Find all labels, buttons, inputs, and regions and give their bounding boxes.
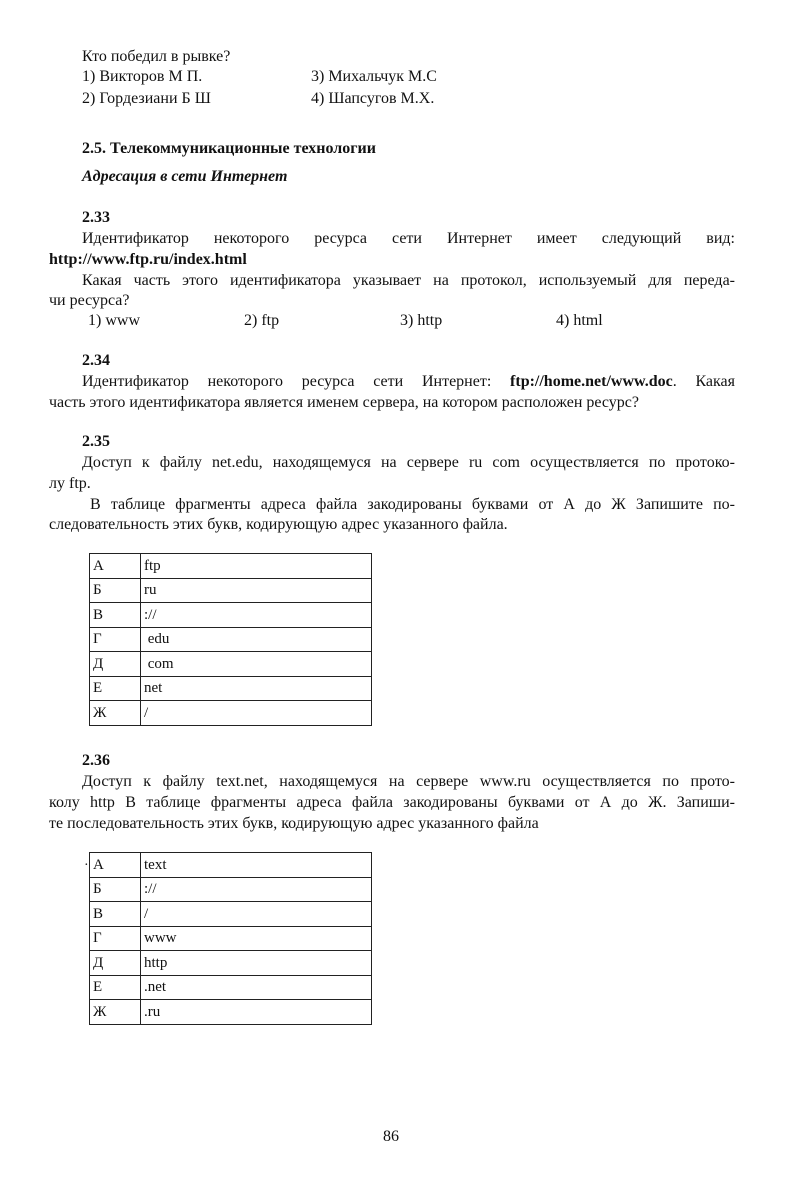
prev-option-1: 1) Викторов М П.: [82, 68, 203, 85]
table-row: [90, 926, 372, 951]
code-letter: Д: [90, 951, 141, 976]
address-fragment: www: [141, 926, 372, 951]
question-2-34-url: ftp://home.net/www.doc: [510, 373, 673, 390]
address-fragment: ftp: [141, 554, 372, 579]
question-2-35-line-3: В таблице фрагменты адреса файла закодированы буквами от А до Ж Запишите по-: [90, 496, 735, 513]
code-letter: А: [90, 554, 141, 579]
question-2-35-line-1: Доступ к файлу net.edu, находящемуся на сервере ru com осуществляется по протоко-: [82, 454, 735, 471]
question-2-33-url: http://www.ftp.ru/index.html: [49, 251, 247, 268]
table-row: [90, 1000, 372, 1025]
table-row: [90, 853, 372, 878]
question-2-36-line-2: колу http В таблице фрагменты адреса файла закодированы буквами от А до Ж. Запиши-: [49, 794, 735, 811]
prev-option-4: 4) Шапсугов М.Х.: [311, 90, 435, 107]
question-number-2-34: 2.34: [82, 352, 110, 369]
question-2-33-line-1: Идентификатор некоторого ресурса сети Интернет имеет следующий вид:: [82, 230, 735, 247]
question-number-2-36: 2.36: [82, 752, 110, 769]
address-fragment: ru: [141, 578, 372, 603]
code-letter: Д: [90, 652, 141, 677]
question-2-33-option-4: 4) html: [556, 312, 603, 329]
address-fragment: edu: [141, 627, 372, 652]
table-row: [90, 578, 372, 603]
code-letter: Ж: [90, 701, 141, 726]
question-2-36-line-3: те последовательность этих букв, кодирующую адрес указанного файла: [49, 815, 539, 832]
table-row: [90, 627, 372, 652]
question-2-36-line-1: Доступ к файлу text.net, находящемуся на сервере www.ru осуществляется по прото-: [82, 773, 735, 790]
section-heading: 2.5. Телекоммуникационные технологии: [82, 140, 376, 157]
question-2-33-option-3: 3) http: [400, 312, 443, 329]
address-fragment: ://: [141, 877, 372, 902]
table-row: [90, 877, 372, 902]
question-2-34-line-1-post: . Какая: [672, 373, 735, 390]
address-fragment: text: [141, 853, 372, 878]
table-row: [90, 951, 372, 976]
question-number-2-33: 2.33: [82, 209, 110, 226]
address-fragment: net: [141, 676, 372, 701]
question-2-33-option-2: 2) ftp: [244, 312, 280, 329]
prev-option-2: 2) Гордезиани Б Ш: [82, 90, 211, 107]
page-number: 86: [383, 1128, 399, 1145]
table-row: [90, 676, 372, 701]
question-2-33-line-3: Какая часть этого идентификатора указывает на протокол, используемый для переда-: [82, 272, 735, 289]
address-fragment: /: [141, 902, 372, 927]
address-fragment: .ru: [141, 1000, 372, 1025]
question-2-34-line-1: [82, 371, 735, 393]
code-letter: А: [90, 853, 141, 878]
question-2-35-line-2: лу ftp.: [49, 475, 91, 492]
code-letter: Е: [90, 676, 141, 701]
table-row: [90, 701, 372, 726]
address-fragment: .net: [141, 975, 372, 1000]
question-2-34-line-2: часть этого идентификатора является именем сервера, на котором расположен ресурс?: [49, 394, 639, 411]
code-letter: Г: [90, 926, 141, 951]
code-letter: Б: [90, 877, 141, 902]
section-subheading: Адресация в сети Интернет: [82, 168, 288, 185]
question-2-33-line-4: чи ресурса?: [49, 292, 130, 309]
margin-mark: ·: [84, 858, 89, 873]
table-row: [90, 603, 372, 628]
question-2-34-line-1-pre: Идентификатор некоторого ресурса сети Интернет:: [82, 373, 511, 390]
code-letter: Г: [90, 627, 141, 652]
code-letter: Е: [90, 975, 141, 1000]
prev-question-text: Кто победил в рывке?: [82, 48, 231, 65]
fragment-table-2-35: [89, 553, 372, 726]
table-row: [90, 652, 372, 677]
address-fragment: http: [141, 951, 372, 976]
code-letter: Б: [90, 578, 141, 603]
question-2-33-option-1: 1) www: [88, 312, 140, 329]
address-fragment: com: [141, 652, 372, 677]
question-number-2-35: 2.35: [82, 433, 110, 450]
table-row: [90, 975, 372, 1000]
code-letter: В: [90, 902, 141, 927]
address-fragment: ://: [141, 603, 372, 628]
question-2-35-line-4: следовательность этих букв, кодирующую адрес указанного файла.: [49, 516, 508, 533]
table-row: [90, 902, 372, 927]
prev-option-3: 3) Михальчук М.С: [311, 68, 437, 85]
fragment-table-2-36: [89, 852, 372, 1025]
code-letter: В: [90, 603, 141, 628]
address-fragment: /: [141, 701, 372, 726]
code-letter: Ж: [90, 1000, 141, 1025]
table-row: [90, 554, 372, 579]
